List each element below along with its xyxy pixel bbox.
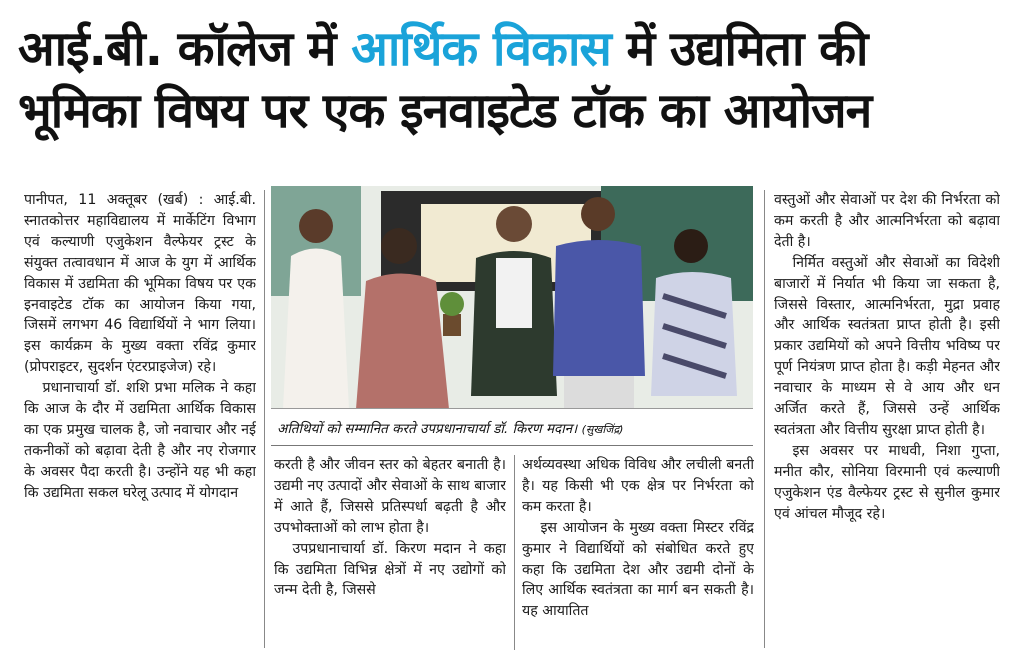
news-photo <box>271 186 753 409</box>
headline <box>18 18 1003 142</box>
paragraph: उपप्रधानाचार्या डॉ. किरण मदान ने कहा कि उद्यमिता विभिन्न क्षेत्रों में नए उद्योगों को जन्म देती है, जिससे <box>274 540 506 599</box>
column-divider <box>514 455 515 650</box>
column-divider <box>264 190 265 648</box>
paragraph: इस आयोजन के मुख्य वक्ता मिस्टर रविंद्र कुमार ने विद्यार्थियों को संबोधित करते हुए कहा कि उद्यमिता देश और उद्यमी दोनों के लिए आर्थिक स्वतंत्रता का मार्ग बन सकती है। यह आयातित <box>522 519 754 620</box>
photo-credit: (सुखजिंद्र) <box>581 423 624 436</box>
paragraph: प्रधानाचार्या डॉ. शशि प्रभा मलिक ने कहा कि आज के दौर में उद्यमिता आर्थिक विकास का एक प्रमुख चालक है, जो नवाचार और नई तकनीकों को बढ़ावा देती है और नए रोजगार के अवसर पैदा करती है। उन्होंने यह भी कहा कि उद्यमिता सकल घरेलू उत्पाद में योगदान <box>24 380 256 501</box>
paragraph: निर्मित वस्तुओं और सेवाओं का विदेशी बाजारों में निर्यात भी किया जा सकता है, जिससे विस्तार, आत्मनिर्भरता, मुद्रा प्रवाह और आर्थिक स्वतंत्रता प्राप्त होती है। इसी प्रकार उद्यमियों को अपने वित्तीय भविष्य पर पूर्ण नियंत्रण प्राप्त होता है। कड़ी मेहनत और नवाचार के माध्यम से वे आय और धन अर्जित करते हैं, जिससे उन्हें आर्थिक स्वतंत्रता और वित्तीय सुरक्षा प्राप्त होती है। <box>774 254 1000 438</box>
headline-line-2: भूमिका विषय पर एक इनवाइटेड टॉक का आयोजन <box>18 83 872 139</box>
paragraph: वस्तुओं और सेवाओं पर देश की निर्भरता को कम करती है और आत्मनिर्भरता को बढ़ावा देती है। <box>774 192 1000 250</box>
column-divider <box>764 190 765 648</box>
headline-highlight: आर्थिक विकास <box>351 21 611 77</box>
headline-line1-part1: आई.बी. कॉलेज में <box>18 21 352 77</box>
headline-line1-part2: में उद्यमिता की <box>610 21 868 77</box>
paragraph: इस अवसर पर माधवी, निशा गुप्ता, मनीत कौर, सोनिया विरमानी एवं कल्याणी एजुकेशन एंड वैल्फेयर ट्रस्ट से सुनील कुमार एवं आंचल मौजूद रहे। <box>774 442 1000 522</box>
photo-icon <box>271 186 753 409</box>
article-column-2 <box>274 455 506 650</box>
caption-text: अतिथियों को सम्मानित करते उपप्रधानाचार्या डॉ. किरण मदान। <box>277 421 578 437</box>
paragraph: अर्थव्यवस्था अधिक विविध और लचीली बनती है। यह किसी भी एक क्षेत्र पर निर्भरता को कम करता है। <box>522 457 754 515</box>
article-column-3 <box>522 455 754 650</box>
photo-caption <box>271 412 753 446</box>
headline-line-1 <box>18 18 1003 80</box>
article-column-1 <box>24 190 256 648</box>
paragraph: पानीपत, 11 अक्तूबर (खर्ब) : आई.बी. स्नातकोत्तर महाविद्यालय में मार्केटिंग विभाग एवं कल्याणी एजुकेशन वैल्फेयर ट्रस्ट के संयुक्त तत्वावधान में आज के युग में आर्थिक विकास में उद्यमिता की भूमिका विषय पर एक इनवाइटेड टॉक का आयोजन किया गया, जिसमें लगभग 46 विद्यार्थियों ने भाग लिया। इस कार्यक्रम के मुख्य वक्ता रविंद्र कुमार (प्रोपराइटर, सुदर्शन एंटरप्राइजेज) रहे। <box>24 192 256 376</box>
article-column-4 <box>774 190 1000 648</box>
paragraph: करती है और जीवन स्तर को बेहतर बनाती है। उद्यमी नए उत्पादों और सेवाओं के साथ बाजार में आते हैं, जिससे प्रतिस्पर्धा बढ़ती है और उपभोक्ताओं को लाभ होता है। <box>274 457 506 536</box>
